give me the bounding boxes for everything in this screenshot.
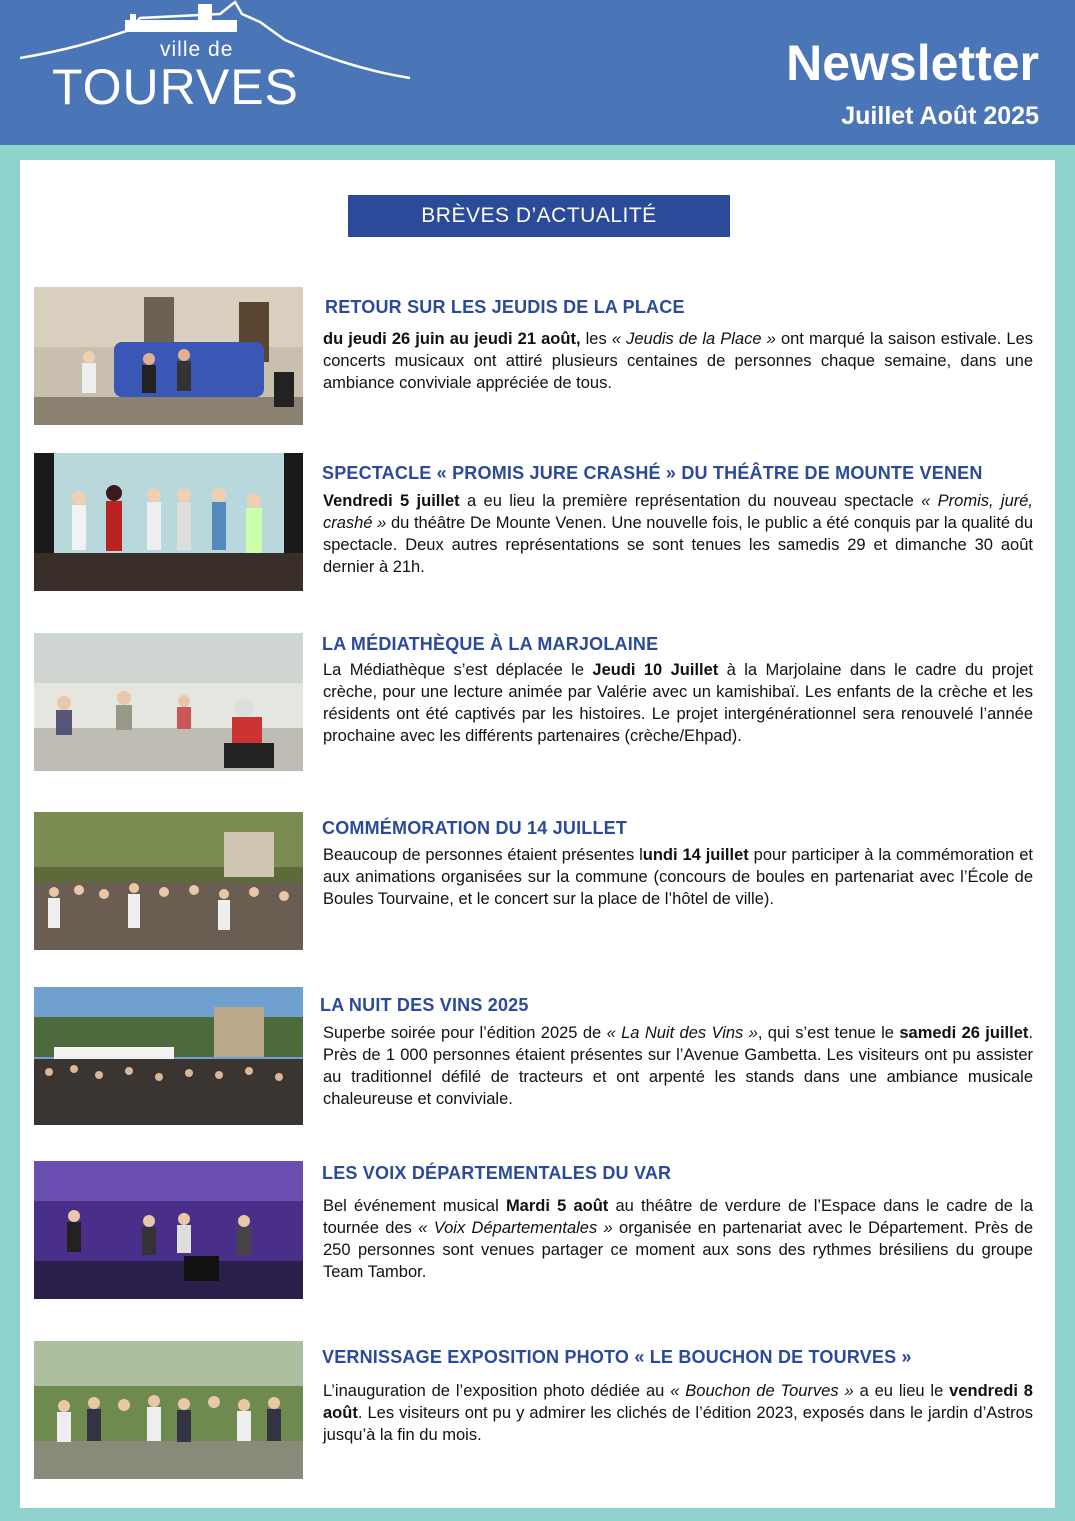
article-title: RETOUR SUR LES JEUDIS DE LA PLACE: [325, 297, 685, 317]
article-photo: [34, 987, 303, 1125]
article-title: VERNISSAGE EXPOSITION PHOTO « LE BOUCHON DE TOURVES »: [322, 1347, 912, 1367]
article-text-run: « Jeudis de la Place »: [611, 330, 776, 348]
article-text-run: « Promis, juré, crashé »: [323, 492, 1034, 532]
article-text-run: du théâtre De Mounte Venen. Une nouvelle fois, le public a été conquis par la qualité du spectacle. Deux autres représentations se sont tenues les samedis 29 et dimanche 30 août dernier à 21h.: [323, 514, 1033, 576]
article-text-run: « La Nuit des Vins »: [606, 1024, 758, 1042]
concert-stage-photo-icon: [34, 1161, 303, 1299]
article-text-run: Bel événement musical: [323, 1197, 506, 1215]
reading-photo-icon: [34, 633, 303, 771]
group-photo-icon: [34, 1341, 303, 1479]
article-text-run: vendredi 8 août: [323, 1382, 1033, 1422]
article-text-run: undi 14 juillet: [642, 846, 749, 864]
article-photo: [34, 1341, 303, 1479]
newsletter-date: Juillet Août 2025: [841, 102, 1039, 130]
article-text-run: Vendredi 5 juillet: [323, 492, 460, 510]
article-text-run: au théâtre de verdure de l’Espace dans le cadre de la tournée des: [323, 1197, 1033, 1237]
article-photo: [34, 287, 303, 425]
article-text-run: La Médiathèque s’est déplacée le: [323, 661, 593, 679]
article-text-run: Jeudi 10 Juillet: [592, 661, 719, 679]
article-text-run: du jeudi 26 juin au jeudi 21 août,: [323, 330, 581, 348]
article-body: [323, 659, 1033, 747]
article-title: COMMÉMORATION DU 14 JUILLET: [322, 818, 628, 838]
article-photo: [34, 633, 303, 771]
town-logo: [20, 0, 420, 145]
newsletter-header: [0, 0, 1075, 145]
commemoration-photo-icon: [34, 812, 303, 950]
article-text-run: a eu lieu le: [853, 1382, 950, 1400]
article-title: LES VOIX DÉPARTEMENTALES DU VAR: [322, 1163, 672, 1183]
article-body: [323, 1195, 1033, 1283]
article-text-run: , qui s’est tenue le: [757, 1024, 900, 1042]
article-text-run: organisée en partenariat avec le Département. Près de 250 personnes sont venues partager ce moment aux sons des rythmes brésiliens du groupe Team Tambor.: [323, 1219, 1034, 1281]
article-body: [323, 1022, 1033, 1110]
logo-town-name: TOURVES: [52, 59, 299, 115]
article-text-run: « Bouchon de Tourves »: [670, 1382, 854, 1400]
section-label: BRÈVES D’ACTUALITÉ: [348, 195, 730, 237]
article-text-run: les: [580, 330, 612, 348]
theatre-photo-icon: [34, 453, 303, 591]
article-photo: [34, 453, 303, 591]
article-body: [323, 490, 1033, 578]
article-text-run: Beaucoup de personnes étaient présentes l: [323, 846, 643, 864]
article-text-run: « Voix Départementales »: [418, 1219, 613, 1237]
article-body: [323, 844, 1033, 910]
article-title: LA NUIT DES VINS 2025: [320, 995, 529, 1015]
logo-small-text: ville de: [160, 38, 234, 61]
newsletter-title: Newsletter: [786, 35, 1039, 91]
article-title: SPECTACLE « PROMIS JURE CRASHÉ » DU THÉÂTRE DE MOUNTE VENEN: [322, 463, 983, 483]
article-text-run: Superbe soirée pour l’édition 2025 de: [323, 1024, 607, 1042]
article-body: [323, 1380, 1033, 1446]
article-text-run: ont marqué la saison estivale. Les concerts musicaux ont attiré plusieurs centaines de personnes chaque semaine, dans une ambiance conviviale appréciée de tous.: [323, 330, 1033, 392]
article-text-run: Mardi 5 août: [505, 1197, 609, 1215]
article-text-run: L’inauguration de l’exposition photo dédiée au: [323, 1382, 671, 1400]
article-text-run: . Les visiteurs ont pu y admirer les clichés de l’édition 2023, exposés dans le jardin d’Astros jusqu’à la fin du mois.: [323, 1404, 1033, 1444]
article-text-run: . Près de 1 000 personnes étaient présentes sur l’Avenue Gambetta. Les visiteurs ont pu assister au traditionnel défilé de tracteurs et ont arpenté les stands dans une ambiance musicale chaleureuse et conviviale.: [323, 1024, 1033, 1108]
article-text-run: à la Marjolaine dans le cadre du projet crèche, pour une lecture animée par Valérie avec un kamishibaï. Les enfants de la crèche et les résidents ont été captivés par les histoires. Le projet intergénérationnel sera renouvelé l’année prochaine avec les différents partenaires (crèche/Ehpad).: [323, 661, 1033, 745]
article-title: LA MÉDIATHÈQUE À LA MARJOLAINE: [322, 634, 659, 654]
article-text-run: pour participer à la commémoration et aux animations organisées sur la commune (concours de boules en partenariat avec l’École de Boules Tourvaine, et le concert sur la place de l’hôtel de ville).: [323, 846, 1033, 908]
concert-photo-icon: [34, 287, 303, 425]
article-text-run: samedi 26 juillet: [899, 1024, 1029, 1042]
article-text-run: a eu lieu la première représentation du nouveau spectacle: [459, 492, 922, 510]
wine-night-photo-icon: [34, 987, 303, 1125]
article-photo: [34, 1161, 303, 1299]
article-body: [323, 328, 1033, 394]
article-photo: [34, 812, 303, 950]
